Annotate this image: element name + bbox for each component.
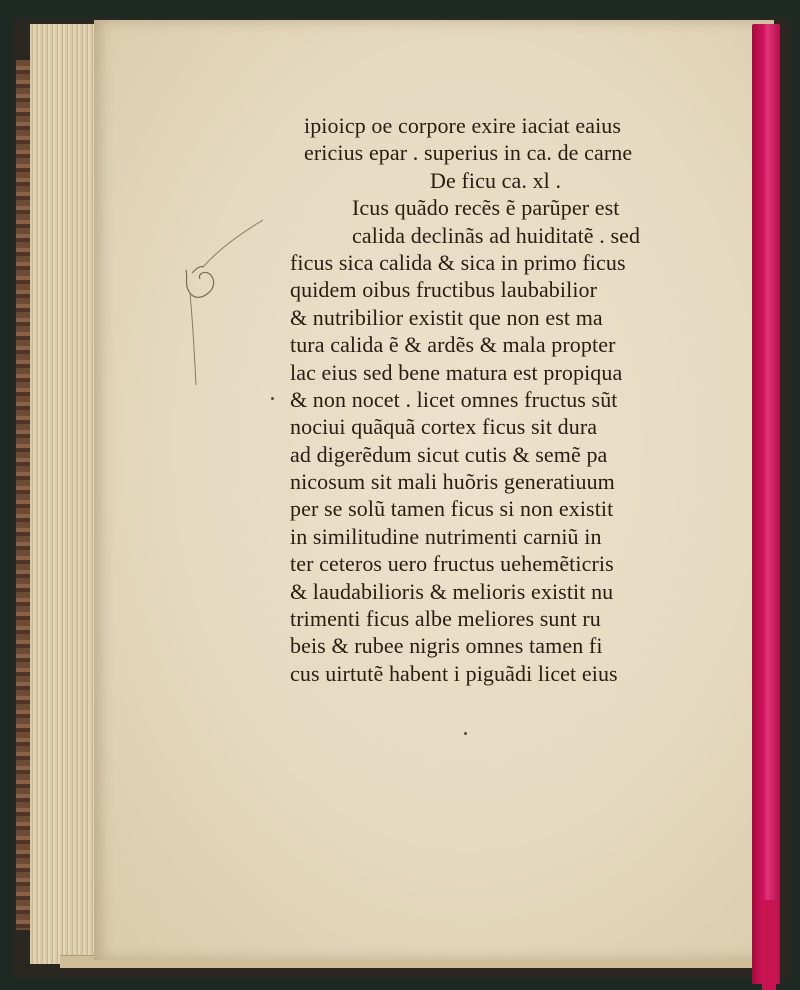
text-line: nociui quãquã cortex ficus sit dura bbox=[290, 414, 598, 440]
text-line: ter ceteros uero fructus uehemẽticris bbox=[290, 551, 614, 577]
text-line: & nutribilior existit que non est ma bbox=[290, 304, 603, 330]
text-line: nicosum sit mali huõris generatiuum bbox=[290, 469, 615, 495]
text-line: Icus quãdo recẽs ẽ parũper est bbox=[352, 195, 620, 221]
text-line: & non nocet . licet omnes fructus sũt bbox=[290, 386, 618, 412]
text-line: ipioicp oe corpore exire iaciat eaius bbox=[304, 113, 622, 138]
text-line: calida declinãs ad huiditatẽ . sed bbox=[352, 222, 641, 248]
text-line: ficus sica calida & sica in primo ficus bbox=[290, 249, 626, 275]
text-line: beis & rubee nigris omnes tamen fi bbox=[290, 633, 603, 659]
chapter-heading: De ficu ca. xl . bbox=[430, 167, 562, 193]
ink-speck bbox=[464, 732, 467, 735]
text-line: tura calida ẽ & ardẽs & mala propter bbox=[290, 332, 616, 358]
page-stack-edge bbox=[30, 24, 101, 964]
text-line: in similitudine nutrimenti carniũ in bbox=[290, 523, 602, 549]
text-line: cus uirtutẽ habent i piguãdi licet eius bbox=[290, 660, 618, 686]
text-line: & laudabilioris & melioris existit nu bbox=[290, 578, 614, 604]
text-line: per se solũ tamen ficus si non existit bbox=[290, 496, 614, 522]
text-line: quidem oibus fructibus laubabilior bbox=[290, 277, 598, 303]
incunabulum-text-block bbox=[290, 112, 670, 687]
text-line: ad digerẽdum sicut cutis & semẽ pa bbox=[290, 441, 608, 467]
text-line: trimenti ficus albe meliores sunt ru bbox=[290, 606, 601, 632]
text-line: ericius epar . superius in ca. de carne bbox=[304, 140, 633, 166]
marginal-pointing-hand-drawing bbox=[178, 215, 273, 395]
text-line: lac eius sed bene matura est propiqua bbox=[290, 359, 623, 385]
bookmark-ribbon bbox=[752, 24, 780, 984]
bookmark-ribbon-tail bbox=[762, 900, 776, 990]
ink-speck bbox=[271, 397, 274, 400]
